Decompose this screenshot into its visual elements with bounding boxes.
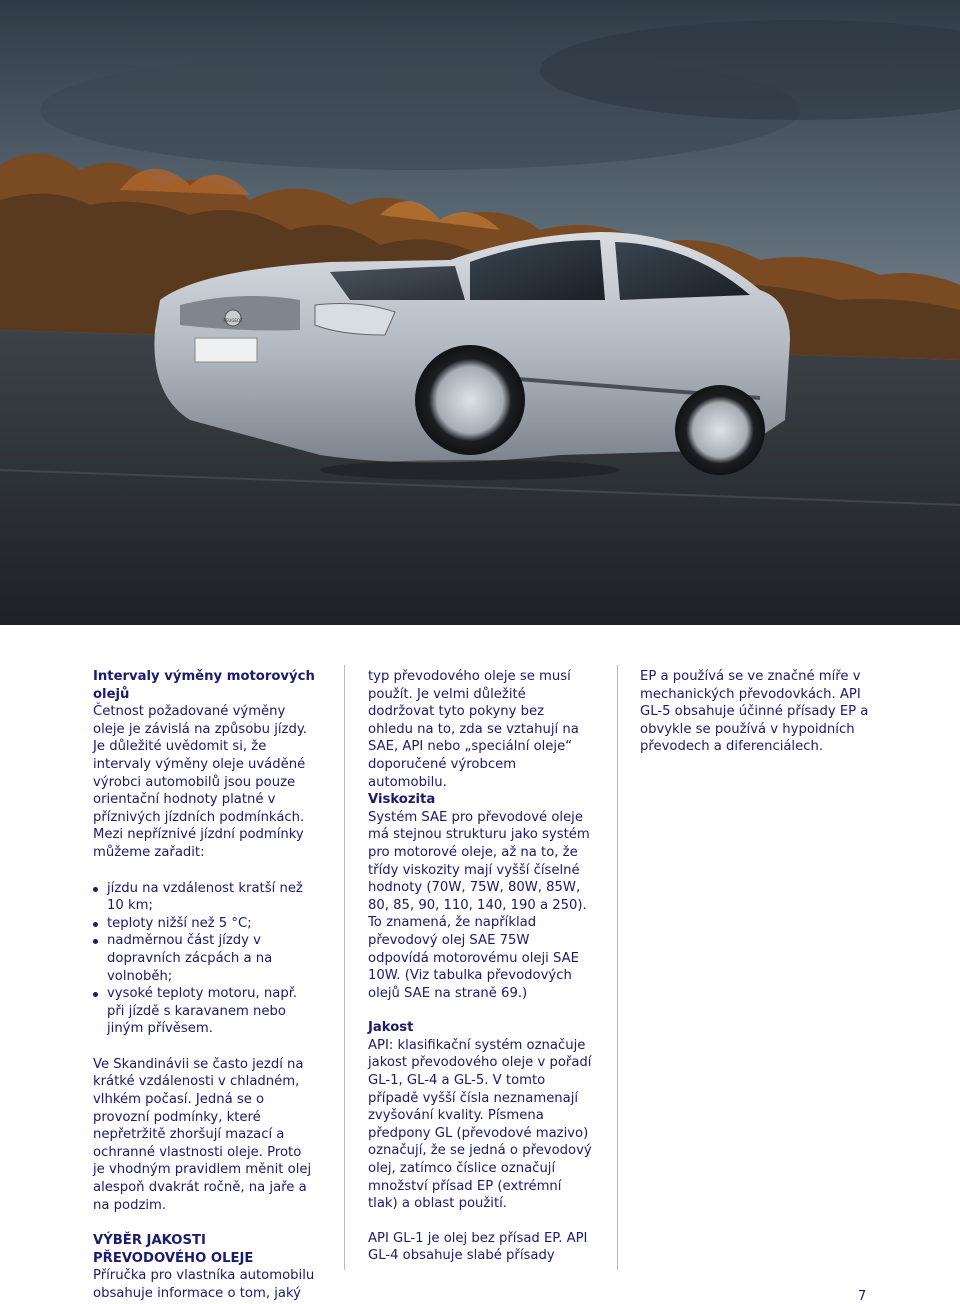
photo-logo-text: PEUGEOT bbox=[223, 318, 243, 323]
list-item: nadměrnou část jízdy v dopravních zácpách a na volnoběh; bbox=[93, 932, 315, 985]
paragraph-owners-manual: Příručka pro vlastníka automobilu obsahuje informace o tom, jaký bbox=[93, 1268, 315, 1301]
page-number: 7 bbox=[858, 1289, 867, 1304]
column-3 bbox=[640, 668, 870, 756]
paragraph-gear-oil-type: typ převodového oleje se musí použít. Je velmi důležité dodržovat tyto pokyny bez ohledu na to, zda se vztahují na SAE, API nebo „speciální oleje“ doporučené výrobcem automobilu. bbox=[368, 669, 579, 790]
list-item: vysoké teploty motoru, např. při jízdě s karavanem nebo jiným přívěsem. bbox=[93, 985, 315, 1038]
car-photo-illustration bbox=[0, 0, 960, 625]
list-item: jízdu na vzdálenost kratší než 10 km; bbox=[93, 880, 315, 915]
heading-gear-oil-quality: VÝBĚR JAKOSTI PŘEVODOVÉHO OLEJE bbox=[93, 1233, 254, 1266]
car-photo bbox=[0, 0, 960, 625]
adverse-conditions-list bbox=[93, 880, 315, 1038]
paragraph-scandinavia: Ve Skandinávii se často jezdí na krátké vzdálenosti v chladném, vlhkém počasí. Jedná se o provozní podmínky, které nepřetržitě zhoršují mazací a ochranné vlastnosti oleje. Proto je vhodným pravidlem měnit olej alespoň dvakrát ročně, na jaře a na podzim. bbox=[93, 1056, 312, 1213]
paragraph-api: API: klasifikační systém označuje jakost převodového oleje v pořadí GL-1, GL-4 a GL-5. V tomto případě vyšší čísla neznamenají zvyšování kvality. Písmena předpony GL (převodové mazivo) označují, že se jedná o převodový olej, zatímco číslice označují množství přísad EP (extrémní tlak) a oblast použití. bbox=[368, 1037, 592, 1212]
heading-oil-change-intervals: Intervaly výměny motorových olejů bbox=[93, 669, 315, 702]
paragraph-intro: Četnost požadované výměny oleje je závislá na způsobu jízdy. Je důležité uvědomit si, že intervaly výměny oleje uváděné výrobci automobilů jsou pouze orientační hodnoty platné v příznivých jízdních podmínkách. Mezi nepříznivé jízdní podmínky můžeme zařadit: bbox=[93, 704, 307, 860]
column-1 bbox=[93, 668, 315, 1303]
paragraph-ep-additives: EP a používá se ve značné míře v mechanických převodovkách. API GL-5 obsahuje účinné přísady EP a obvykle se používá v hypoidních převodech a diferenciálech. bbox=[640, 669, 869, 755]
column-divider-1 bbox=[344, 665, 345, 1270]
list-item: teploty nižší než 5 °C; bbox=[93, 915, 315, 933]
column-divider-2 bbox=[617, 665, 618, 1270]
heading-quality: Jakost bbox=[368, 1020, 414, 1036]
column-2 bbox=[368, 668, 592, 1265]
paragraph-sae: Systém SAE pro převodové oleje má stejnou strukturu jako systém pro motorové oleje, až na to, že třídy viskozity mají vyšší číselné hodnoty (70W, 75W, 80W, 85W, 80, 85, 90, 110, 140, 190 a 250). To znamená, že například převodový olej SAE 75W odpovídá motorovému oleji SAE 10W. (Viz tabulka převodových olejů SAE na straně 69.) bbox=[368, 809, 590, 1001]
paragraph-api-gl: API GL-1 je olej bez přísad EP. API GL-4 obsahuje slabé přísady bbox=[368, 1230, 588, 1264]
heading-viscosity: Viskozita bbox=[368, 792, 436, 808]
